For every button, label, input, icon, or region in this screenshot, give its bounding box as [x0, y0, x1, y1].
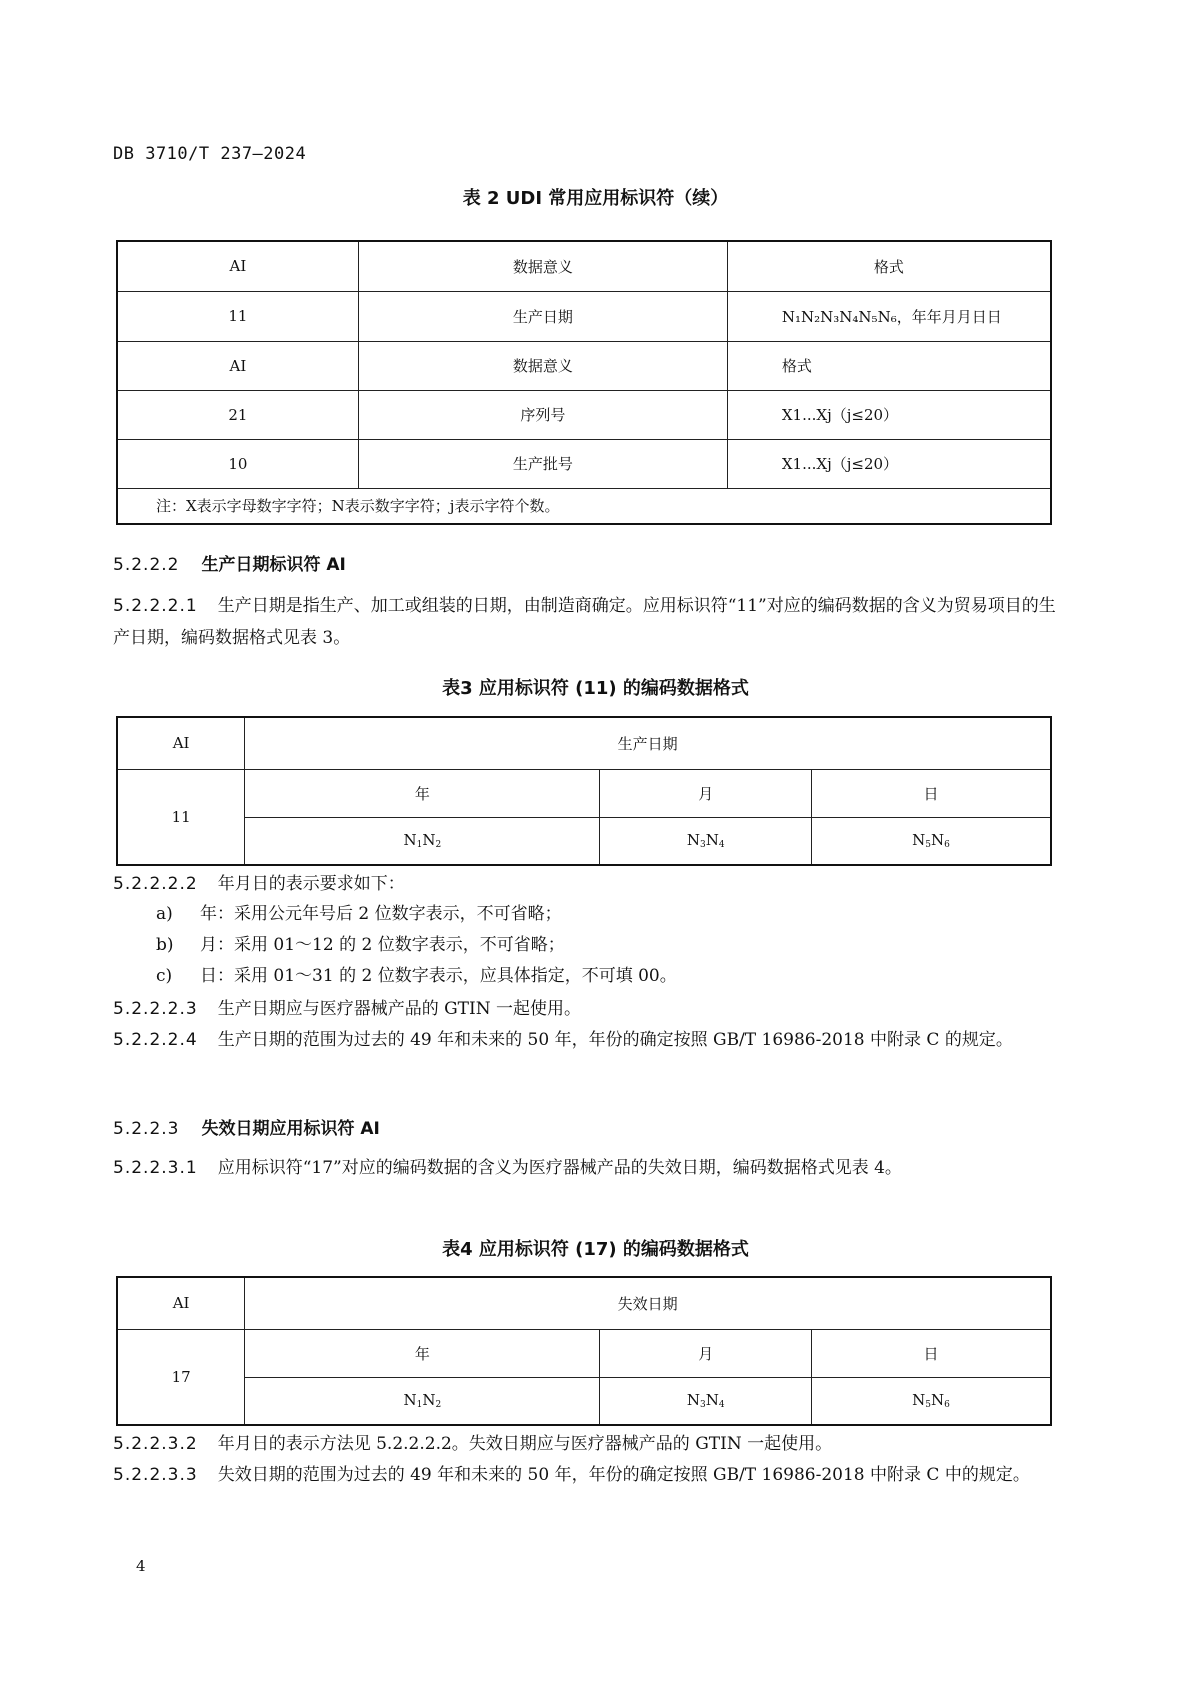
- table-cell: $N_1N_2$: [245, 1377, 600, 1425]
- table-cell: X1...Xj（j≤20）: [727, 390, 1051, 439]
- clause-text: 年月日的表示要求如下：: [217, 874, 405, 894]
- table-cell: 失效日期: [245, 1277, 1051, 1329]
- table3-caption: 表3 应用标识符 (11) 的编码数据格式: [442, 678, 749, 699]
- table-cell: 年: [245, 1329, 600, 1377]
- list-text: 日：采用 01～31 的 2 位数字表示，应具体指定，不可填 00。: [200, 966, 677, 986]
- paragraph: [113, 1428, 1058, 1460]
- list-item: [156, 930, 565, 960]
- table-row: [117, 241, 1051, 291]
- document-header: DB 3710/T 237—2024: [113, 144, 307, 164]
- page-number: 4: [136, 1557, 146, 1575]
- table-cell: 日: [811, 769, 1051, 817]
- section-number: 5.2.2.3: [113, 1119, 180, 1139]
- table-cell: 格式: [727, 341, 1051, 390]
- table-cell: 生产批号: [358, 439, 727, 488]
- clause-number: 5.2.2.2.1: [113, 596, 198, 616]
- table4-caption: 表4 应用标识符 (17) 的编码数据格式: [442, 1239, 749, 1260]
- list-label: b): [156, 935, 174, 955]
- section-heading: [113, 550, 346, 575]
- table-cell: 日: [811, 1329, 1051, 1377]
- clause-number: 5.2.2.3.2: [113, 1434, 198, 1454]
- section-title: 生产日期标识符 AI: [201, 555, 346, 575]
- clause-text: 应用标识符“17”对应的编码数据的含义为医疗器械产品的失效日期，编码数据格式见表 4。: [217, 1158, 902, 1178]
- table-row: [117, 769, 1051, 817]
- table-cell: 21: [117, 390, 358, 439]
- section-number: 5.2.2.2: [113, 555, 180, 575]
- clause-number: 5.2.2.3.1: [113, 1158, 198, 1178]
- table-cell: 17: [117, 1329, 245, 1425]
- table-cell: 数据意义: [358, 241, 727, 291]
- table-note-row: [117, 488, 1051, 524]
- table-row: [117, 1277, 1051, 1329]
- table-row: [117, 291, 1051, 341]
- clause-text: 年月日的表示方法见 5.2.2.2.2。失效日期应与医疗器械产品的 GTIN 一起使用。: [217, 1434, 833, 1454]
- table-cell: 10: [117, 439, 358, 488]
- table-row: [117, 1377, 1051, 1425]
- paragraph: [113, 993, 1058, 1025]
- list-label: a): [156, 904, 173, 924]
- list-label: c): [156, 966, 173, 986]
- table-cell: AI: [117, 341, 358, 390]
- clause-text: 生产日期的范围为过去的 49 年和未来的 50 年，年份的确定按照 GB/T 16986-2018 中附录 C 的规定。: [217, 1030, 1013, 1050]
- clause-number: 5.2.2.2.3: [113, 999, 198, 1019]
- table-row: [117, 390, 1051, 439]
- table-cell: $N_5N_6$: [811, 817, 1051, 865]
- list-item: [156, 961, 677, 991]
- section-title: 失效日期应用标识符 AI: [201, 1119, 380, 1139]
- table2-note: 注：X表示字母数字字符；N表示数字字符；j表示字符个数。: [117, 488, 1051, 524]
- clause-number: 5.2.2.2.4: [113, 1030, 198, 1050]
- paragraph: [113, 1152, 1058, 1184]
- table-cell: $N_3N_4$: [600, 1377, 812, 1425]
- table-cell: AI: [117, 1277, 245, 1329]
- table-cell: 11: [117, 291, 358, 341]
- table-cell: 生产日期: [358, 291, 727, 341]
- list-item: [156, 899, 562, 929]
- table2-caption: 表 2 UDI 常用应用标识符（续）: [462, 188, 729, 209]
- table-row: [117, 717, 1051, 769]
- clause-text: 生产日期应与医疗器械产品的 GTIN 一起使用。: [217, 999, 582, 1019]
- table-cell: 年: [245, 769, 600, 817]
- table-cell: $N_1N_2$: [245, 817, 600, 865]
- table4: [116, 1276, 1052, 1426]
- list-text: 年：采用公元年号后 2 位数字表示，不可省略；: [200, 904, 562, 924]
- paragraph: [113, 1024, 1058, 1056]
- table-cell: 月: [600, 769, 812, 817]
- table-cell: N₁N₂N₃N₄N₅N₆，年年月月日日: [727, 291, 1051, 341]
- table-cell: 11: [117, 769, 245, 865]
- table-cell: $N_5N_6$: [811, 1377, 1051, 1425]
- table-cell: AI: [117, 241, 358, 291]
- section-heading: [113, 1114, 380, 1139]
- clause-text: 失效日期的范围为过去的 49 年和未来的 50 年，年份的确定按照 GB/T 16986-2018 中附录 C 中的规定。: [217, 1465, 1030, 1485]
- clause-number: 5.2.2.2.2: [113, 874, 198, 894]
- list-text: 月：采用 01～12 的 2 位数字表示，不可省略；: [200, 935, 565, 955]
- clause-text: 生产日期是指生产、加工或组装的日期，由制造商确定。应用标识符“11”对应的编码数据的含义为贸易项目的生产日期，编码数据格式见表 3。: [113, 596, 1056, 648]
- table3: [116, 716, 1052, 866]
- table-cell: AI: [117, 717, 245, 769]
- table-row: [117, 341, 1051, 390]
- table-cell: 月: [600, 1329, 812, 1377]
- table-cell: 格式: [727, 241, 1051, 291]
- table-row: [117, 817, 1051, 865]
- table2: [116, 240, 1052, 525]
- table-row: [117, 1329, 1051, 1377]
- table-cell: 数据意义: [358, 341, 727, 390]
- paragraph: [113, 1459, 1058, 1491]
- table-cell: 序列号: [358, 390, 727, 439]
- table-row: [117, 439, 1051, 488]
- paragraph: [113, 868, 1058, 900]
- clause-number: 5.2.2.3.3: [113, 1465, 198, 1485]
- table-cell: 生产日期: [245, 717, 1051, 769]
- table-cell: X1...Xj（j≤20）: [727, 439, 1051, 488]
- table-cell: $N_3N_4$: [600, 817, 812, 865]
- paragraph: [113, 590, 1058, 654]
